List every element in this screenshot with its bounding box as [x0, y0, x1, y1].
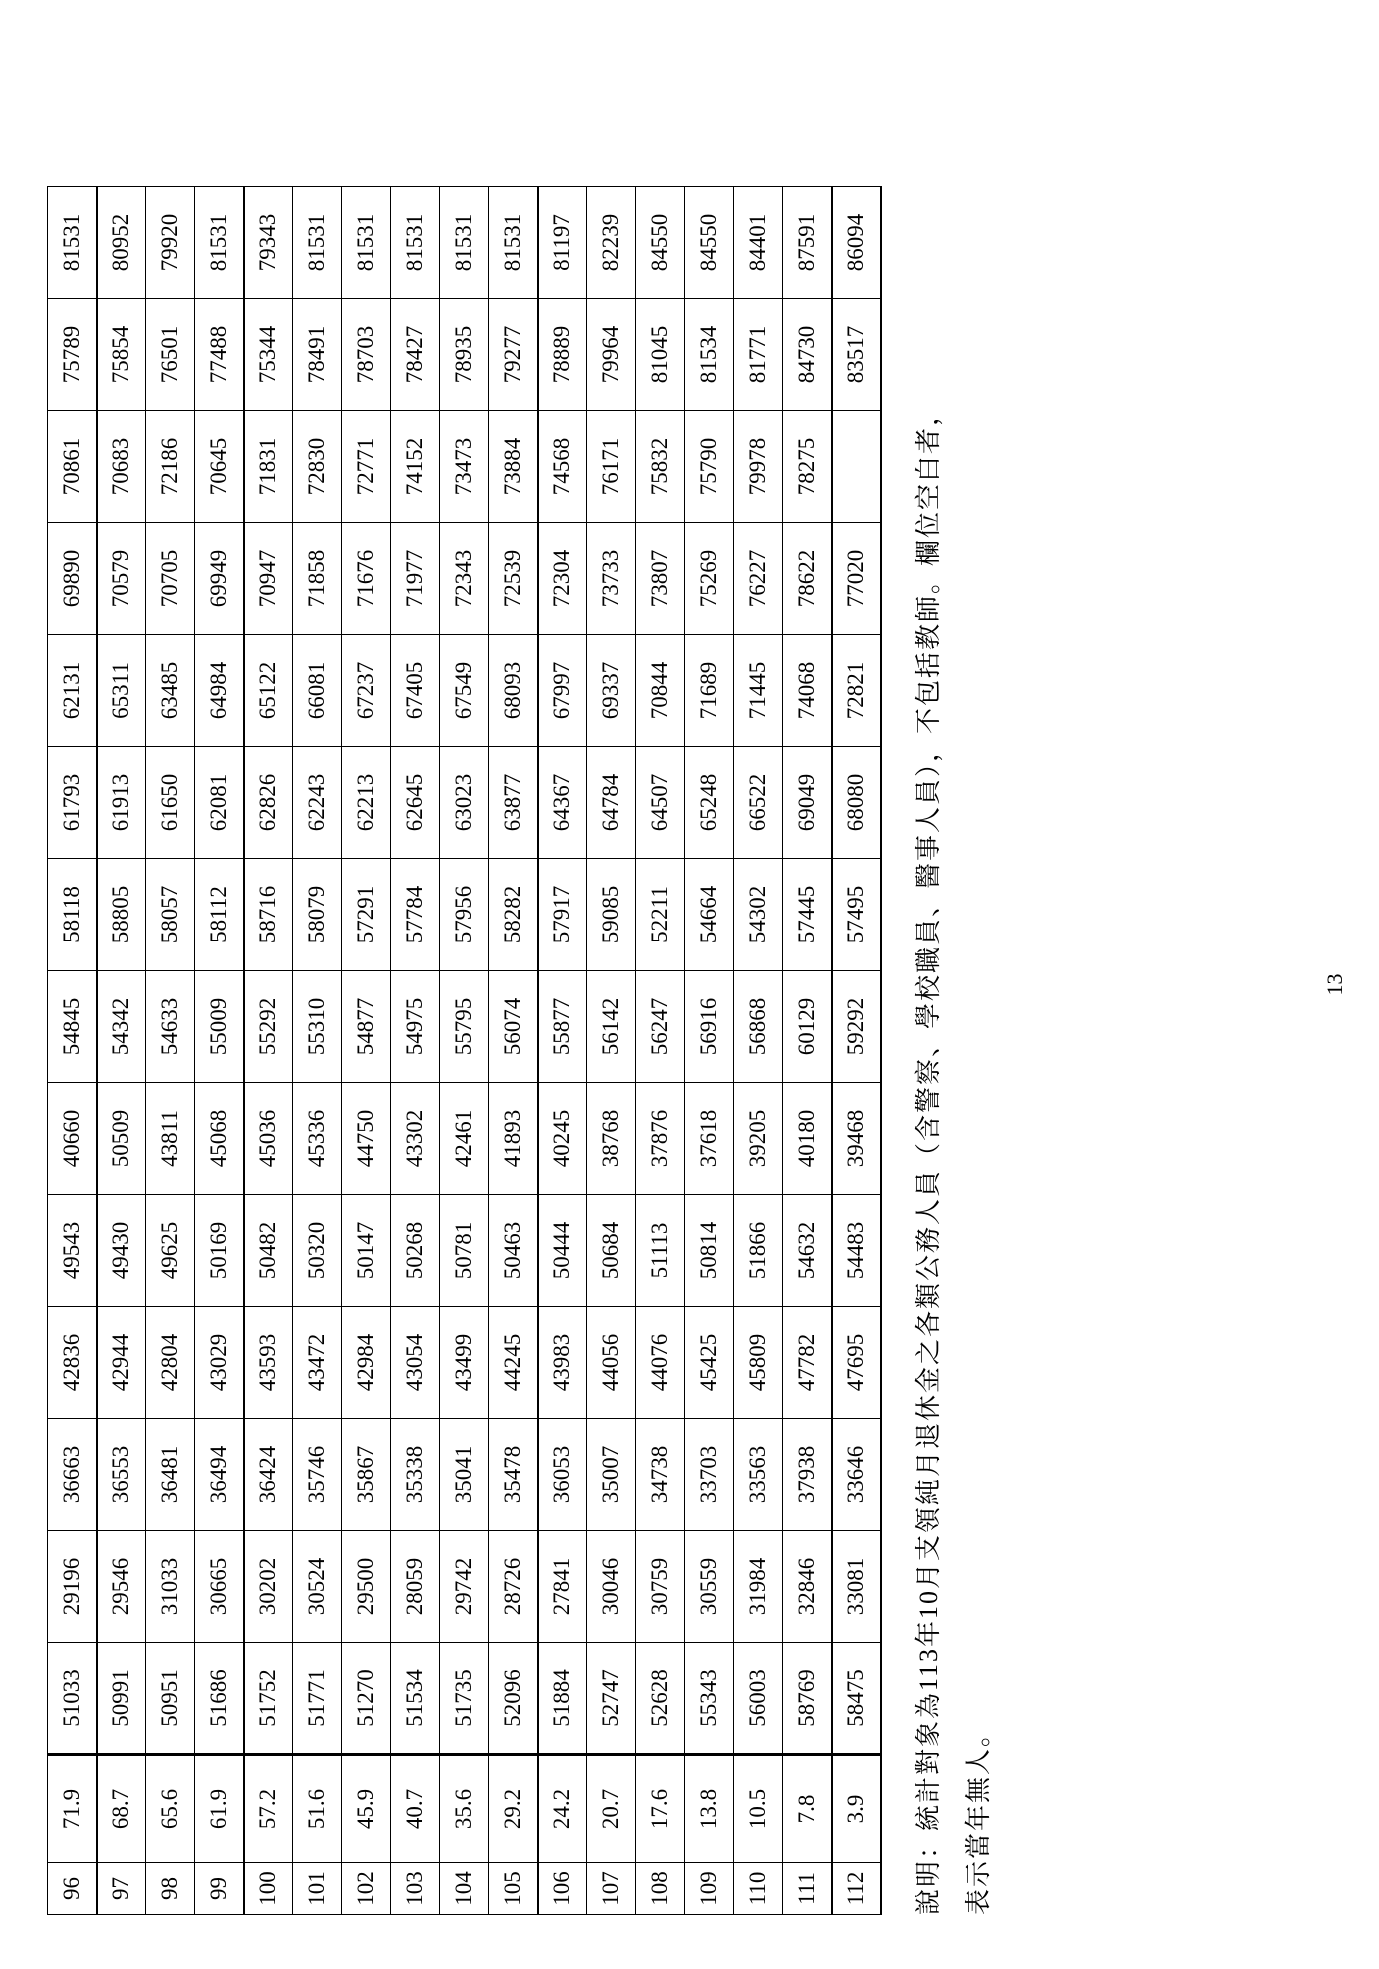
value-cell: 63485: [146, 635, 195, 747]
table-row: [293, 187, 342, 1915]
value-cell: 32846: [783, 1531, 832, 1643]
value-cell: 55877: [538, 971, 587, 1083]
value-cell: 52628: [636, 1643, 685, 1755]
value-cell: 50951: [146, 1643, 195, 1755]
value-cell: 40180: [783, 1083, 832, 1195]
value-cell: 84401: [734, 187, 783, 299]
value-cell: 77488: [195, 299, 244, 411]
value-cell: 50169: [195, 1195, 244, 1307]
value-cell: 43499: [440, 1307, 489, 1419]
age-cell: 3.9: [832, 1755, 881, 1863]
value-cell: 57291: [342, 859, 391, 971]
year-cell: 110: [734, 1863, 783, 1915]
value-cell: 71676: [342, 523, 391, 635]
table-row: [342, 187, 391, 1915]
table-row: [97, 187, 146, 1915]
value-cell: 57784: [391, 859, 440, 971]
value-cell: 58118: [48, 859, 97, 971]
value-cell: 37938: [783, 1419, 832, 1531]
value-cell: 50814: [685, 1195, 734, 1307]
value-cell: 37618: [685, 1083, 734, 1195]
age-cell: 13.8: [685, 1755, 734, 1863]
age-cell: 40.7: [391, 1755, 440, 1863]
value-cell: 61913: [97, 747, 146, 859]
value-cell: 33703: [685, 1419, 734, 1531]
value-cell: 73807: [636, 523, 685, 635]
value-cell: 75789: [48, 299, 97, 411]
value-cell: 68080: [832, 747, 881, 859]
value-cell: 75344: [244, 299, 293, 411]
year-cell: 98: [146, 1863, 195, 1915]
value-cell: 73473: [440, 411, 489, 523]
value-cell: 81531: [440, 187, 489, 299]
value-cell: 67405: [391, 635, 440, 747]
table-row: [391, 187, 440, 1915]
value-cell: 70844: [636, 635, 685, 747]
value-cell: 31984: [734, 1531, 783, 1643]
value-cell: 35041: [440, 1419, 489, 1531]
value-cell: 47782: [783, 1307, 832, 1419]
age-cell: 35.6: [440, 1755, 489, 1863]
table-note: 說明：統計對象為113年10月支領純月退休金之各類公務人員（含警察、學校職員、醫事人員），不包括教師。欄位空白者，: [914, 397, 943, 1915]
pension-table: [47, 186, 882, 1915]
value-cell: 81771: [734, 299, 783, 411]
value-cell: 29196: [48, 1531, 97, 1643]
value-cell: 60129: [783, 971, 832, 1083]
value-cell: 56868: [734, 971, 783, 1083]
value-cell: 54877: [342, 971, 391, 1083]
value-cell: 54633: [146, 971, 195, 1083]
year-cell: 97: [97, 1863, 146, 1915]
value-cell: 70683: [97, 411, 146, 523]
value-cell: 35478: [489, 1419, 538, 1531]
value-cell: 84550: [636, 187, 685, 299]
value-cell: 76227: [734, 523, 783, 635]
value-cell: 28726: [489, 1531, 538, 1643]
value-cell: 81045: [636, 299, 685, 411]
value-cell: 44056: [587, 1307, 636, 1419]
value-cell: 56003: [734, 1643, 783, 1755]
age-cell: 61.9: [195, 1755, 244, 1863]
value-cell: 78703: [342, 299, 391, 411]
value-cell: 30665: [195, 1531, 244, 1643]
value-cell: 40245: [538, 1083, 587, 1195]
value-cell: 81531: [489, 187, 538, 299]
value-cell: 81531: [391, 187, 440, 299]
value-cell: 56142: [587, 971, 636, 1083]
value-cell: 67237: [342, 635, 391, 747]
value-cell: 30202: [244, 1531, 293, 1643]
value-cell: 42461: [440, 1083, 489, 1195]
value-cell: 34738: [636, 1419, 685, 1531]
value-cell: 36481: [146, 1419, 195, 1531]
value-cell: 47695: [832, 1307, 881, 1419]
value-cell: 54664: [685, 859, 734, 971]
value-cell: 54975: [391, 971, 440, 1083]
value-cell: 33081: [832, 1531, 881, 1643]
value-cell: 54342: [97, 971, 146, 1083]
value-cell: 78889: [538, 299, 587, 411]
year-cell: 105: [489, 1863, 538, 1915]
value-cell: 66081: [293, 635, 342, 747]
age-cell: 20.7: [587, 1755, 636, 1863]
value-cell: 78427: [391, 299, 440, 411]
value-cell: 35746: [293, 1419, 342, 1531]
value-cell: 44245: [489, 1307, 538, 1419]
value-cell: 81531: [293, 187, 342, 299]
value-cell: 69949: [195, 523, 244, 635]
value-cell: 52747: [587, 1643, 636, 1755]
value-cell: 45068: [195, 1083, 244, 1195]
value-cell: 56074: [489, 971, 538, 1083]
value-cell: 81197: [538, 187, 587, 299]
value-cell: 61793: [48, 747, 97, 859]
value-cell: 81531: [195, 187, 244, 299]
value-cell: 69049: [783, 747, 832, 859]
year-cell: 100: [244, 1863, 293, 1915]
age-cell: 68.7: [97, 1755, 146, 1863]
value-cell: 55795: [440, 971, 489, 1083]
value-cell: 50991: [97, 1643, 146, 1755]
value-cell: 56247: [636, 971, 685, 1083]
value-cell: 58057: [146, 859, 195, 971]
value-cell: 82239: [587, 187, 636, 299]
table-row: [685, 187, 734, 1915]
value-cell: 51534: [391, 1643, 440, 1755]
value-cell: 29546: [97, 1531, 146, 1643]
value-cell: 45809: [734, 1307, 783, 1419]
value-cell: 64507: [636, 747, 685, 859]
value-cell: 36663: [48, 1419, 97, 1531]
value-cell: 69337: [587, 635, 636, 747]
value-cell: 76501: [146, 299, 195, 411]
value-cell: 73884: [489, 411, 538, 523]
value-cell: 72539: [489, 523, 538, 635]
value-cell: 79343: [244, 187, 293, 299]
value-cell: 61650: [146, 747, 195, 859]
value-cell: 58079: [293, 859, 342, 971]
year-cell: 109: [685, 1863, 734, 1915]
age-cell: 10.5: [734, 1755, 783, 1863]
value-cell: 49625: [146, 1195, 195, 1307]
value-cell: 64984: [195, 635, 244, 747]
value-cell: 58716: [244, 859, 293, 971]
value-cell: 73733: [587, 523, 636, 635]
value-cell: 30524: [293, 1531, 342, 1643]
table-row: [244, 187, 293, 1915]
value-cell: 35007: [587, 1419, 636, 1531]
table-row: [587, 187, 636, 1915]
value-cell: 75269: [685, 523, 734, 635]
value-cell: 43302: [391, 1083, 440, 1195]
value-cell: 29500: [342, 1531, 391, 1643]
value-cell: 62081: [195, 747, 244, 859]
value-cell: 59085: [587, 859, 636, 971]
value-cell: 40660: [48, 1083, 97, 1195]
value-cell: 50781: [440, 1195, 489, 1307]
value-cell: 50320: [293, 1195, 342, 1307]
table-row: [538, 187, 587, 1915]
value-cell: 71445: [734, 635, 783, 747]
value-cell: 31033: [146, 1531, 195, 1643]
value-cell: 84550: [685, 187, 734, 299]
value-cell: 81531: [48, 187, 97, 299]
table-body: [48, 187, 881, 1915]
value-cell: 75832: [636, 411, 685, 523]
value-cell: 42804: [146, 1307, 195, 1419]
value-cell: 41893: [489, 1083, 538, 1195]
value-cell: 75854: [97, 299, 146, 411]
value-cell: 43811: [146, 1083, 195, 1195]
value-cell: 51113: [636, 1195, 685, 1307]
value-cell: 27841: [538, 1531, 587, 1643]
value-cell: 58769: [783, 1643, 832, 1755]
value-cell: 43472: [293, 1307, 342, 1419]
year-cell: 108: [636, 1863, 685, 1915]
value-cell: 52096: [489, 1643, 538, 1755]
value-cell: 81531: [342, 187, 391, 299]
age-cell: 17.6: [636, 1755, 685, 1863]
value-cell: 51771: [293, 1643, 342, 1755]
value-cell: 28059: [391, 1531, 440, 1643]
value-cell: 79978: [734, 411, 783, 523]
table-row: [832, 187, 881, 1915]
age-cell: 65.6: [146, 1755, 195, 1863]
value-cell: 78622: [783, 523, 832, 635]
year-cell: 104: [440, 1863, 489, 1915]
value-cell: 57917: [538, 859, 587, 971]
value-cell: 65311: [97, 635, 146, 747]
year-cell: 107: [587, 1863, 636, 1915]
value-cell: 75790: [685, 411, 734, 523]
value-cell: 57445: [783, 859, 832, 971]
value-cell: 62243: [293, 747, 342, 859]
value-cell: 69890: [48, 523, 97, 635]
value-cell: 62645: [391, 747, 440, 859]
age-cell: 29.2: [489, 1755, 538, 1863]
value-cell: 62826: [244, 747, 293, 859]
value-cell: 79277: [489, 299, 538, 411]
age-cell: 71.9: [48, 1755, 97, 1863]
value-cell: 54483: [832, 1195, 881, 1307]
value-cell: 35867: [342, 1419, 391, 1531]
value-cell: 87591: [783, 187, 832, 299]
value-cell: 71858: [293, 523, 342, 635]
value-cell: 59292: [832, 971, 881, 1083]
value-cell: 33646: [832, 1419, 881, 1531]
year-cell: 106: [538, 1863, 587, 1915]
value-cell: 44076: [636, 1307, 685, 1419]
value-cell: 86094: [832, 187, 881, 299]
value-cell: 50268: [391, 1195, 440, 1307]
value-cell: 70705: [146, 523, 195, 635]
value-cell: 79964: [587, 299, 636, 411]
value-cell: 84730: [783, 299, 832, 411]
value-cell: 45425: [685, 1307, 734, 1419]
table-row: [489, 187, 538, 1915]
value-cell: 74152: [391, 411, 440, 523]
value-cell: 74568: [538, 411, 587, 523]
value-cell: 33563: [734, 1419, 783, 1531]
value-cell: 63877: [489, 747, 538, 859]
year-cell: 112: [832, 1863, 881, 1915]
value-cell: 72830: [293, 411, 342, 523]
value-cell: 78275: [783, 411, 832, 523]
value-cell: 50147: [342, 1195, 391, 1307]
value-cell: 55310: [293, 971, 342, 1083]
value-cell: 54302: [734, 859, 783, 971]
value-cell: 52211: [636, 859, 685, 971]
value-cell: 50509: [97, 1083, 146, 1195]
value-cell: 71689: [685, 635, 734, 747]
table-note-continued: 表示當年無人。: [964, 1718, 993, 1915]
page-number: 13: [1322, 973, 1347, 996]
table-row: [734, 187, 783, 1915]
value-cell: 83517: [832, 299, 881, 411]
value-cell: 79920: [146, 187, 195, 299]
value-cell: 67997: [538, 635, 587, 747]
age-cell: 57.2: [244, 1755, 293, 1863]
value-cell: 64784: [587, 747, 636, 859]
value-cell: 36553: [97, 1419, 146, 1531]
value-cell: 57495: [832, 859, 881, 971]
value-cell: 65248: [685, 747, 734, 859]
value-cell: 70861: [48, 411, 97, 523]
value-cell: 43983: [538, 1307, 587, 1419]
value-cell: 71831: [244, 411, 293, 523]
value-cell: 62131: [48, 635, 97, 747]
value-cell: 58282: [489, 859, 538, 971]
value-cell: 39468: [832, 1083, 881, 1195]
year-cell: 102: [342, 1863, 391, 1915]
value-cell: 30759: [636, 1531, 685, 1643]
value-cell: 70947: [244, 523, 293, 635]
table-row: [440, 187, 489, 1915]
value-cell: 58805: [97, 859, 146, 971]
value-cell: 70645: [195, 411, 244, 523]
value-cell: 43054: [391, 1307, 440, 1419]
table-row: [146, 187, 195, 1915]
age-cell: 45.9: [342, 1755, 391, 1863]
value-cell: 51686: [195, 1643, 244, 1755]
table-row: [195, 187, 244, 1915]
value-cell: 72343: [440, 523, 489, 635]
value-cell: 68093: [489, 635, 538, 747]
value-cell: 43593: [244, 1307, 293, 1419]
value-cell: 55343: [685, 1643, 734, 1755]
value-cell: 72771: [342, 411, 391, 523]
value-cell: 35338: [391, 1419, 440, 1531]
value-cell: 49543: [48, 1195, 97, 1307]
value-cell: 30559: [685, 1531, 734, 1643]
value-cell: 55292: [244, 971, 293, 1083]
value-cell: 51866: [734, 1195, 783, 1307]
value-cell: 36053: [538, 1419, 587, 1531]
value-cell: 62213: [342, 747, 391, 859]
value-cell: 51752: [244, 1643, 293, 1755]
value-cell: 55009: [195, 971, 244, 1083]
value-cell: 49430: [97, 1195, 146, 1307]
value-cell: 44750: [342, 1083, 391, 1195]
year-cell: 111: [783, 1863, 832, 1915]
year-cell: 101: [293, 1863, 342, 1915]
value-cell: 71977: [391, 523, 440, 635]
age-cell: 24.2: [538, 1755, 587, 1863]
age-cell: 7.8: [783, 1755, 832, 1863]
value-cell: 29742: [440, 1531, 489, 1643]
value-cell: 36424: [244, 1419, 293, 1531]
age-cell: 51.6: [293, 1755, 342, 1863]
value-cell: 56916: [685, 971, 734, 1083]
value-cell: 50444: [538, 1195, 587, 1307]
value-cell: 42984: [342, 1307, 391, 1419]
value-cell: 70579: [97, 523, 146, 635]
value-cell: 51735: [440, 1643, 489, 1755]
value-cell: 42944: [97, 1307, 146, 1419]
table-row: [48, 187, 97, 1915]
value-cell: 50463: [489, 1195, 538, 1307]
year-cell: 99: [195, 1863, 244, 1915]
value-cell: 81534: [685, 299, 734, 411]
value-cell: 50684: [587, 1195, 636, 1307]
value-cell: 51884: [538, 1643, 587, 1755]
value-cell: 54632: [783, 1195, 832, 1307]
value-cell: 65122: [244, 635, 293, 747]
value-cell: 78491: [293, 299, 342, 411]
value-cell: 30046: [587, 1531, 636, 1643]
value-cell: 45036: [244, 1083, 293, 1195]
value-cell: 58112: [195, 859, 244, 971]
value-cell: 58475: [832, 1643, 881, 1755]
year-cell: 103: [391, 1863, 440, 1915]
value-cell: 80952: [97, 187, 146, 299]
table-row: [636, 187, 685, 1915]
value-cell: 51270: [342, 1643, 391, 1755]
value-cell: 63023: [440, 747, 489, 859]
value-cell: 76171: [587, 411, 636, 523]
value-cell: 38768: [587, 1083, 636, 1195]
value-cell: 45336: [293, 1083, 342, 1195]
value-cell: 77020: [832, 523, 881, 635]
value-cell: 39205: [734, 1083, 783, 1195]
value-cell: 72821: [832, 635, 881, 747]
value-cell: 64367: [538, 747, 587, 859]
value-cell: 37876: [636, 1083, 685, 1195]
value-cell: 72186: [146, 411, 195, 523]
value-cell: 67549: [440, 635, 489, 747]
value-cell: 57956: [440, 859, 489, 971]
table-row: [783, 187, 832, 1915]
value-cell: 42836: [48, 1307, 97, 1419]
value-cell: 51033: [48, 1643, 97, 1755]
value-cell: 50482: [244, 1195, 293, 1307]
value-cell: 36494: [195, 1419, 244, 1531]
value-cell: 72304: [538, 523, 587, 635]
value-cell: 43029: [195, 1307, 244, 1419]
year-cell: 96: [48, 1863, 97, 1915]
value-cell: [832, 411, 881, 523]
value-cell: 54845: [48, 971, 97, 1083]
value-cell: 74068: [783, 635, 832, 747]
value-cell: 78935: [440, 299, 489, 411]
value-cell: 66522: [734, 747, 783, 859]
